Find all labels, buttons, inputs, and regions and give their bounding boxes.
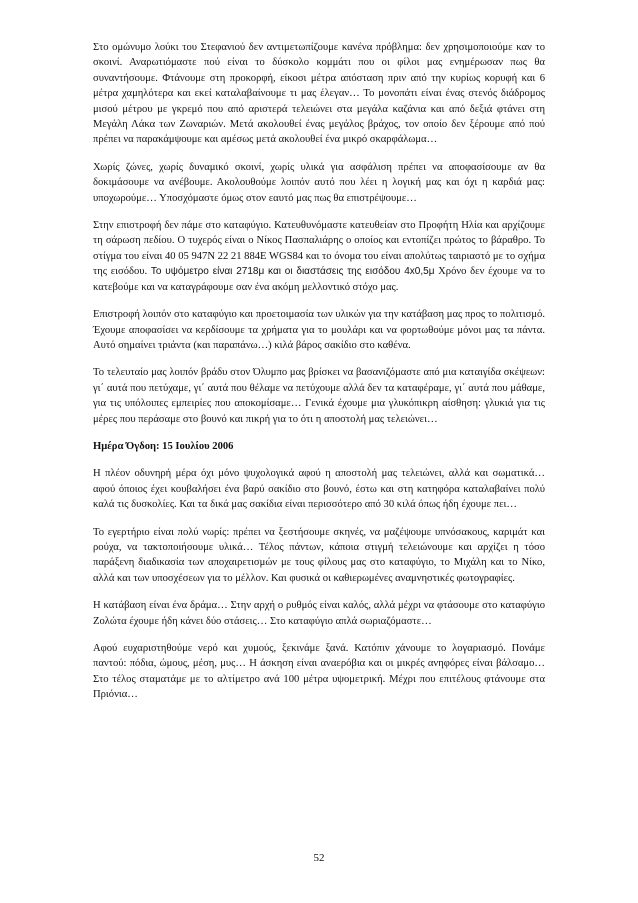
day-heading: Ημέρα Όγδοη: 15 Ιουλίου 2006 xyxy=(93,440,234,452)
paragraph-9: Αφού ευχαριστηθούμε νερό και χυμούς, ξεκινάμε ξανά. Κατόπιν χάνουμε το λογαριασμό. Πονάμε παντού: πόδια, ώμους, μέση, μυς… Η άσκηση είναι αναερόβια και οι μικρές ανηφόρες είναι βάλσαμο… Στο τέλος σταματάμε με το αλτίμετρο ανά 100 μέτρα υψομετρική. Μέχρι που επιτέλους φτάνουμε στα Πριόνια… xyxy=(93,643,545,701)
paragraph-1: Στο ομώνυμο λούκι του Στεφανιού δεν αντιμετωπίζουμε κανένα πρόβλημα: δεν χρησιμοποιούμε καν το σκοινί. Αναρωτιόμαστε πού είναι το δύσκολο κομμάτι που οι φίλοι μας ενημέρωσαν πως θα συναντήσουμε. Φτάνουμε στη προκορφή, είκοσι μέτρα απόσταση πριν από την κυρίως κορυφή και 6 μέτρα χαμηλότερα και εκεί καταλαβαίνουμε τι μας έλεγαν… Το μονοπάτι είναι ένας στενός διάδρομος μισού μέτρου με γκρεμό που από αριστερά τελειώνει στα μεγάλα καζάνια και από δεξιά φτάνει στη Μεγάλη Λάκα των Ζωναριών. Μετά ακολουθεί ένας μεγάλος βράχος, τον οποίο δεν ξέρουμε από πού πρέπει να παρακάμψουμε και αμέσως μετά ακολουθεί ένα μικρό σκαρφάλωμα… xyxy=(93,42,545,146)
paragraph-5: Το τελευταίο μας λοιπόν βράδυ στον Όλυμπο μας βρίσκει να βασανιζόμαστε από μια καταιγίδα σκέψεων: γι΄ αυτά που πετύχαμε, γι΄ αυτά που θέλαμε να πετύχουμε αλλά δεν τα καταφέραμε, γι΄ αυτά που μάθαμε, για τις υπόλοιπες εμπειρίες που αποκομίσαμε… Γενικά έχουμε μια γλυκόπικρη αίσθηση: γλυκιά για τις μέρες που περάσαμε στο βουνό και πικρή για το ότι η αποστολή μας τελειώνει… xyxy=(93,367,545,425)
paragraph-2: Χωρίς ζώνες, χωρίς δυναμικό σκοινί, χωρίς υλικά για ασφάλιση πρέπει να αποφασίσουμε αν θα δοκιμάσουμε να ανέβουμε. Ακολουθούμε λοιπόν αυτό που λέει η λογική μας και όχι η καρδιά μας: υποχωρούμε… Υποσχόμαστε όμως στον εαυτό μας πως θα επιστρέψουμε… xyxy=(93,161,545,204)
paragraph-6: Η πλέον οδυνηρή μέρα όχι μόνο ψυχολογικά αφού η αποστολή μας τελειώνει, αλλά και σωματικά… αφού όποιος έχει κουβαλήσει ένα βαρύ σακίδιο στο βουνό, έστω και στη κατηφόρα καταλαβαίνει πολύ καλά τις δυσκολίες. Και τα δικά μας σακίδια είναι περισσότερο από 30 κιλά όπως ήδη έχουμε πει… xyxy=(93,468,545,511)
paragraph-7: Το εγερτήριο είναι πολύ νωρίς: πρέπει να ξεστήσουμε σκηνές, να μαζέψουμε υπνόσακους, καριμάτ και ρούχα, να τακτοποιήσουμε υλικά… Τέλος πάντων, κάποια στιγμή τελειώνουμε και αρχίζει η τόσο παράξενη διαδικασία των αποχαιρετισμών με τους φίλους μας στο καταφύγιο, το Μιχάλη και το Νίκο, αλλά και των υποσχέσεων για το μέλλον. Και φυσικά οι καθιερωμένες αναμνηστικές φωτογραφίες. xyxy=(93,526,545,584)
paragraph-3-part-a: Στην επιστροφή δεν πάμε στο καταφύγιο. Κατευθυνόμαστε κατευθείαν στο Προφήτη Ηλία και αρχίζουμε τη σάρωση πεδίου. Ο τυχερός είναι ο Νίκος Πασπαλιάρης ο οποίος και εντοπίζει πρώτος το βάραθρο. Το στίγμα του είναι 40 05 947N 22 21 884E WGS84 και το όνομα του είναι απολύτως ταιριαστό με το σχήμα της εισόδου. xyxy=(93,220,545,278)
paragraph-8: Η κατάβαση είναι ένα δράμα… Στην αρχή ο ρυθμός είναι καλός, αλλά μέχρι να φτάσουμε στο καταφύγιο Ζολώτα έχουμε ήδη κάνει δύο στάσεις… Στο καταφύγιο απλά σωριαζόμαστε… xyxy=(93,600,545,627)
paragraph-3-part-b: Το υψόμετρο είναι 2718μ και οι διαστάσεις της εισόδου 4x0,5μ xyxy=(150,266,435,278)
paragraph-3 xyxy=(93,218,545,295)
paragraph-4: Επιστροφή λοιπόν στο καταφύγιο και προετοιμασία των υλικών για την κατάβαση μας προς το πολιτισμό. Έχουμε αποφασίσει να κερδίσουμε τα χρήματα για το μουλάρι και να φορτωθούμε μόνοι μας τα πάντα. Αυτό σημαίνει τριάντα (και παραπάνω…) κιλά βάρος σακίδιο στο καθένα. xyxy=(93,309,545,351)
paragraph-3-part-c: Χρόνο δεν έχουμε να το κατεβούμε και να καταγράφουμε σαν ένα ακόμη μελλοντικό στόχο μας. xyxy=(93,266,545,293)
page-number: 52 xyxy=(313,852,325,864)
